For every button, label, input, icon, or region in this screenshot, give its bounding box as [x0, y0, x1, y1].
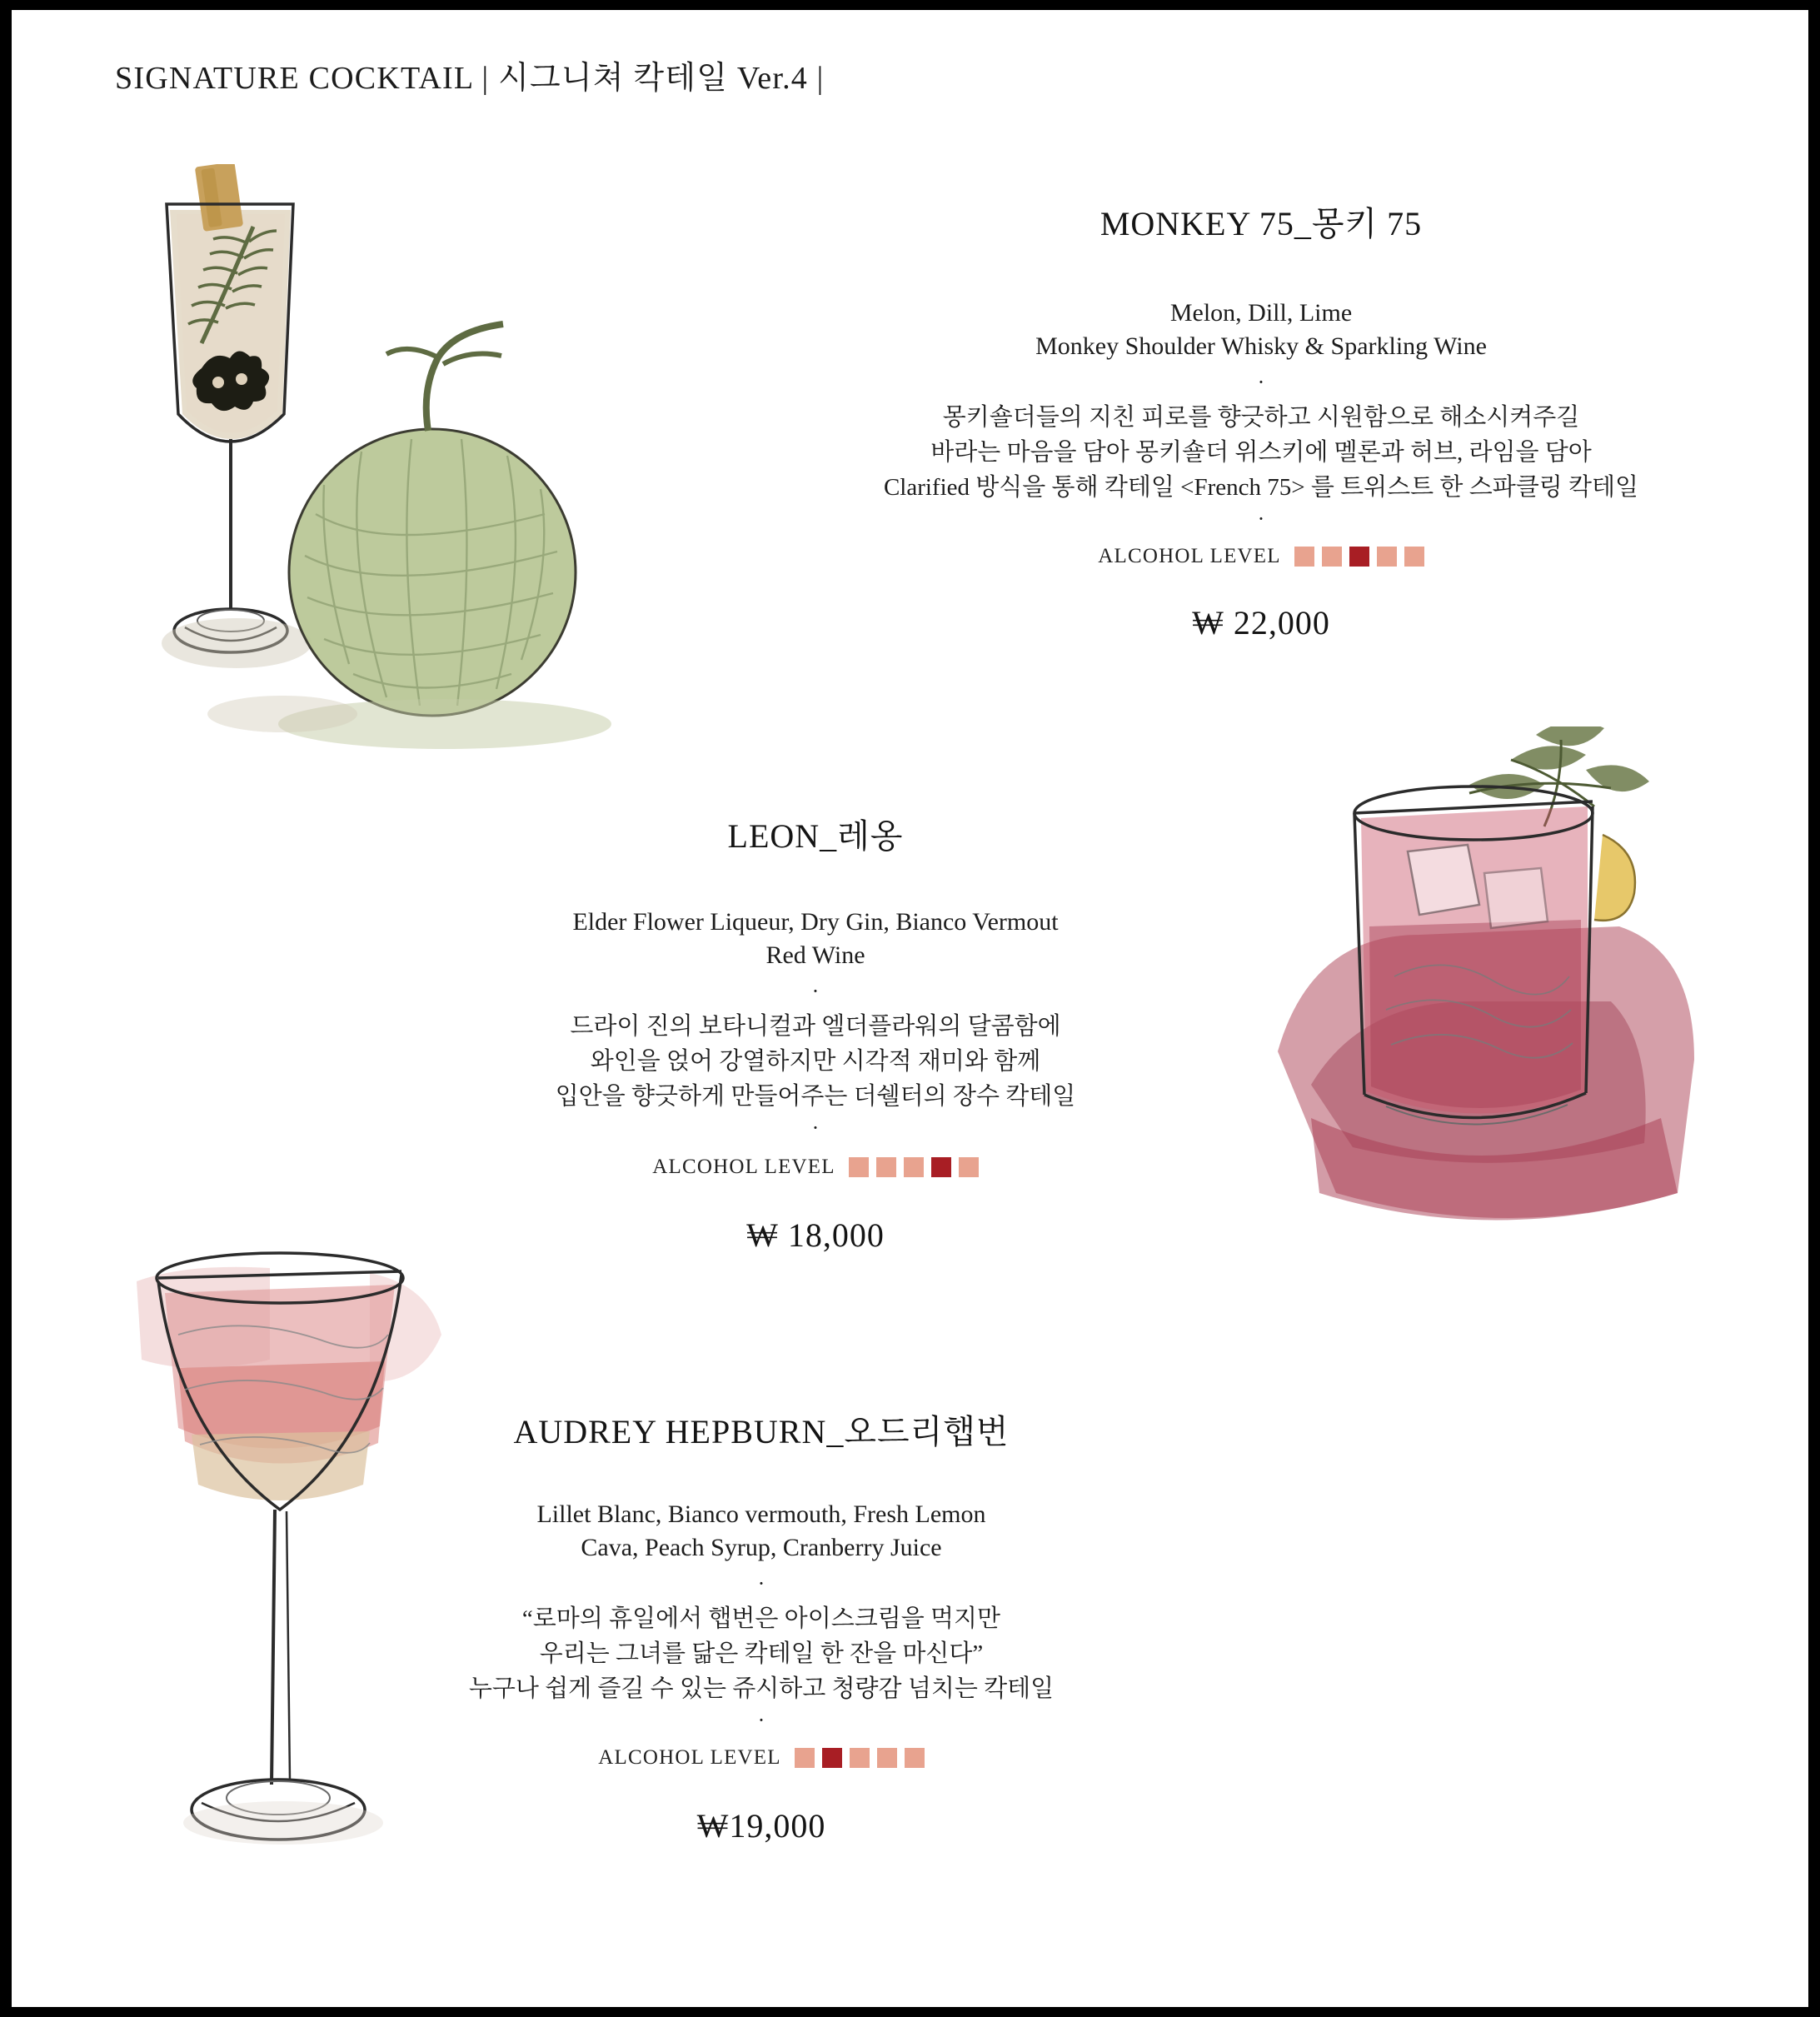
- item-price: ₩ 18,000: [746, 1216, 885, 1254]
- alcohol-level-box-active: [1349, 547, 1369, 567]
- alcohol-level-box: [795, 1748, 815, 1768]
- description-line-3: Clarified 방식을 통해 칵테일 <French 75> 를 트위스트 한 스파클링 칵테일: [883, 473, 1639, 501]
- item-ingredients: [761, 297, 1761, 363]
- menu-item-monkey-75: [761, 197, 1761, 642]
- description-line-2: 바라는 마음을 담아 몽키숄더 위스키에 멜론과 허브, 라임을 담아: [930, 438, 1592, 466]
- alcohol-level-box: [1377, 547, 1397, 567]
- alcohol-level-box: [850, 1748, 870, 1768]
- page-title: SIGNATURE COCKTAIL | 시그니쳐 칵테일 Ver.4 |: [115, 61, 825, 96]
- item-title: MONKEY 75_몽키 75: [1099, 205, 1423, 242]
- separator-dot: ·: [757, 1570, 765, 1595]
- alcohol-level-label: ALCOHOL LEVEL: [1098, 544, 1281, 567]
- alcohol-level-row: [761, 545, 1761, 568]
- menu-page: [12, 10, 1808, 2007]
- description-line-1: 드라이 진의 보타니컬과 엘더플라워의 달콤함에: [570, 1012, 1061, 1040]
- menu-item-leon: [320, 810, 1311, 1255]
- item-description: [761, 400, 1761, 505]
- alcohol-level-box: [959, 1157, 979, 1177]
- alcohol-level-box: [849, 1157, 869, 1177]
- alcohol-level-label: ALCOHOL LEVEL: [652, 1155, 835, 1178]
- description-line-1: “로마의 휴일에서 햅번은 아이스크림을 먹지만: [521, 1605, 1001, 1632]
- separator-dot: ·: [811, 978, 820, 1003]
- menu-item-audrey-hepburn: [262, 1405, 1261, 1845]
- red-wine-rocks-glass-illustration: [1261, 726, 1778, 1301]
- ingredients-line-1: Melon, Dill, Lime: [1169, 299, 1353, 327]
- ingredients-line-1: Lillet Blanc, Bianco vermouth, Fresh Lemon: [536, 1500, 986, 1528]
- description-line-3: 누구나 쉽게 즐길 수 있는 쥬시하고 청량감 넘치는 칵테일: [468, 1675, 1055, 1702]
- separator-dot: ·: [1257, 369, 1265, 394]
- alcohol-level-box-active: [822, 1748, 842, 1768]
- item-ingredients: [320, 906, 1311, 972]
- alcohol-level-box: [1294, 547, 1314, 567]
- alcohol-level-row: [262, 1746, 1261, 1770]
- item-description: [320, 1009, 1311, 1114]
- ingredients-line-2: Monkey Shoulder Whisky & Sparkling Wine: [1035, 332, 1487, 360]
- alcohol-level-row: [320, 1156, 1311, 1179]
- description-line-1: 몽키숄더들의 지친 피로를 향긋하고 시원함으로 해소시켜주길: [942, 403, 1580, 431]
- alcohol-level-box: [905, 1748, 925, 1768]
- item-description: [262, 1601, 1261, 1706]
- item-title: AUDREY HEPBURN_오드리햅번: [513, 1413, 1010, 1450]
- alcohol-level-label: ALCOHOL LEVEL: [598, 1745, 781, 1769]
- alcohol-level-box: [1322, 547, 1342, 567]
- separator-dot: ·: [757, 1707, 765, 1732]
- description-line-2: 우리는 그녀를 닮은 칵테일 한 잔을 마신다”: [539, 1640, 984, 1667]
- ingredients-line-2: Cava, Peach Syrup, Cranberry Juice: [581, 1533, 942, 1561]
- alcohol-level-meter: [849, 1157, 979, 1177]
- alcohol-level-meter: [1294, 547, 1424, 567]
- item-ingredients: [262, 1498, 1261, 1565]
- alcohol-level-meter: [795, 1748, 925, 1768]
- separator-dot: ·: [811, 1115, 820, 1140]
- item-price: ₩ 22,000: [1192, 603, 1330, 642]
- alcohol-level-box: [877, 1748, 897, 1768]
- ingredients-line-1: Elder Flower Liqueur, Dry Gin, Bianco Vermout: [572, 908, 1059, 936]
- item-price: ₩19,000: [696, 1806, 826, 1845]
- description-line-2: 와인을 얹어 강열하지만 시각적 재미와 함께: [590, 1047, 1041, 1075]
- alcohol-level-box-active: [931, 1157, 951, 1177]
- separator-dot: ·: [1257, 506, 1265, 531]
- alcohol-level-box: [876, 1157, 896, 1177]
- melon-cocktail-illustration: [112, 164, 661, 831]
- ingredients-line-2: Red Wine: [765, 941, 865, 969]
- item-title: LEON_레옹: [727, 817, 904, 855]
- alcohol-level-box: [904, 1157, 924, 1177]
- alcohol-level-box: [1404, 547, 1424, 567]
- description-line-3: 입안을 향긋하게 만들어주는 더쉘터의 장수 칵테일: [555, 1082, 1076, 1110]
